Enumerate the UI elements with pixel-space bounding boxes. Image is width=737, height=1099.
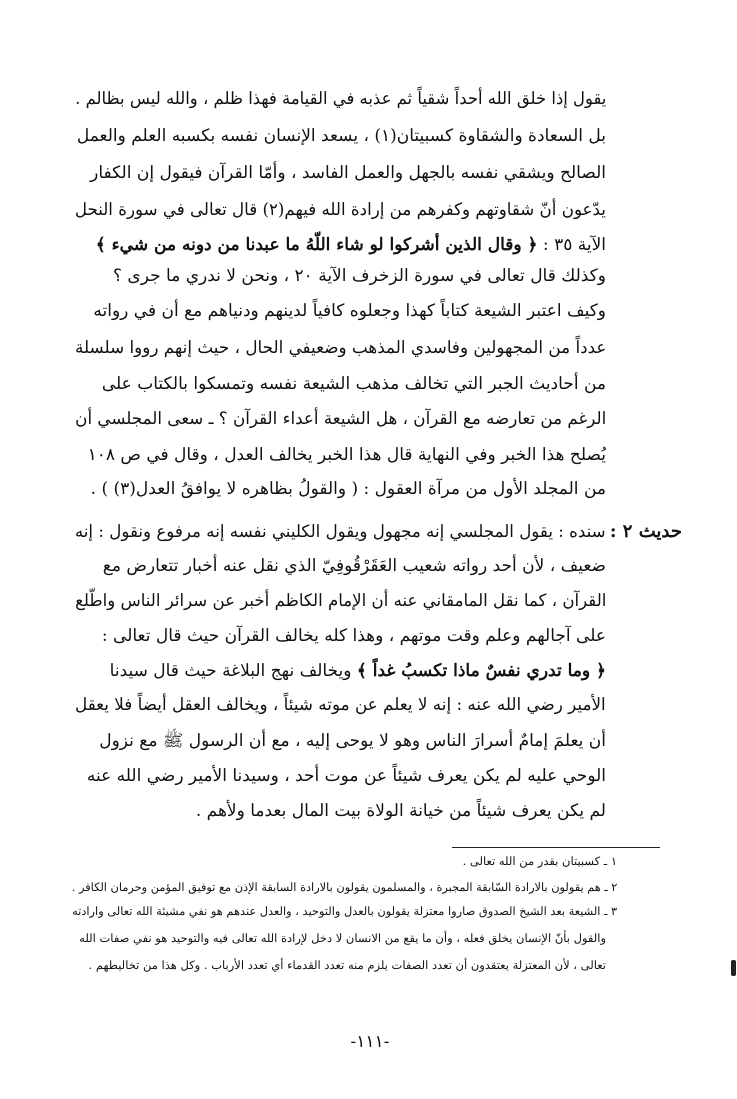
body-line: سنده : يقول المجلسي إنه مجهول ويقول الكليني نفسه إنه مرفوع ونقول : إنه (75, 522, 606, 542)
quran-verse: ﴿ وما تدري نفسٌ ماذا تكسبُ غداً ﴾ (356, 661, 606, 681)
body-line: على آجالهم وعلم وقت موتهم ، وهذا كله يخالف القرآن حيث قال تعالى : (101, 626, 606, 646)
body-line: يُصلح هذا الخبر وفي النهاية قال هذا الخبر يخالف العدل ، وقال في ص ١٠٨ (87, 445, 606, 465)
body-line: ضعيف ، لأن أحد رواته شعيب العَقَرْقُوفِيّ الذي نقل عنه أخبار تتعارض مع (102, 556, 606, 576)
footnote: ١ ـ كسبيتان بقدر من الله تعالى . (462, 854, 617, 868)
quran-verse: ﴿ وقال الذين أشركوا لو شاء اللّهُ ما عبدنا من دونه من شيء ﴾ (95, 235, 538, 255)
body-line: يدّعون أنّ شقاوتهم وكفرهم من إرادة الله فيهم(٢) قال تعالى في سورة النحل (74, 200, 606, 220)
body-line: عدداً من المجهولين وفاسدي المذهب وضعيفي الحال ، حيث إنهم رووا سلسلة (74, 338, 606, 358)
hadith-label: حديث ٢ : (609, 521, 682, 542)
verse-continuation: ويخالف نهج البلاغة حيث قال سيدنا (109, 661, 352, 681)
body-line: وكيف اعتبر الشيعة كتاباً كهذا وجعلوه كافياً لدينهم ودنياهم مع أن في رواته (93, 301, 606, 321)
footnote: ٣ ـ الشيعة بعد الشيخ الصدوق صاروا معتزلة يقولون بالعدل والتوحيد ، والعدل عندهم هو نفي مشيئة الله تعالى وارادته (71, 904, 617, 918)
body-line: من أحاديث الجبر التي تخالف مذهب الشيعة نفسه وتمسكوا بالكتاب على (101, 374, 606, 394)
page-number: -١١١- (350, 1032, 390, 1052)
footnote-continuation: والقول بأنّ الإنسان يخلق فعله ، وأن ما يقع من الانسان لا دخل لإرادة الله تعالى فيه والتوحيد هو نفي صفات الله (79, 931, 606, 945)
body-line: يقول إذا خلق الله أحداً شقياً ثم عذبه في القيامة فهذا ظلم ، والله ليس بظالم . (74, 89, 606, 109)
body-line: لم يكن يعرف شيئاً من خيانة الولاة بيت المال بعدما ولأهم . (195, 801, 606, 821)
body-line: بل السعادة والشقاوة كسبيتان(١) ، يسعد الإنسان نفسه بكسبه العلم والعمل (76, 126, 606, 146)
scan-edge-mark (731, 960, 736, 976)
footnote-divider (452, 847, 660, 848)
verse-ref: الآية ٣٥ : (542, 235, 606, 255)
body-line-verse (110, 660, 606, 682)
body-line: وكذلك قال تعالى في سورة الزخرف الآية ٢٠ ، ونحن لا ندري ما جرى ؟ (113, 266, 606, 286)
body-line: من المجلد الأول من مرآة العقول : ( والقولُ بظاهره لا يوافقُ العدل(٣) ) . (90, 479, 606, 499)
body-line: القرآن ، كما نقل المامقاني عنه أن الإمام الكاظم أخبر عن سرائر الناس واطّلع (74, 591, 606, 611)
body-line: أن يعلمَ إمامٌ أسرارَ الناس وهو لا يوحى إليه ، مع أن الرسول ﷺ مع نزول (99, 731, 606, 751)
body-line-verse (96, 234, 606, 256)
footnote: ٢ ـ هم يقولون بالارادة السّابقة المجبرة ، والمسلمون يقولون بالارادة السابقة الإذن مع توفيق المؤمن وحرمان الكافر . (71, 880, 617, 894)
footnote-continuation: تعالى ، لأن المعتزلة يعتقدون أن تعدد الصفات يلزم منه تعدد القدماء أي تعدد الأرباب . وكل هذا من تخاليطهم . (88, 958, 606, 972)
body-line: الأمير رضي الله عنه : إنه لا يعلم عن موته شيئاً ، ويخالف العقل أيضاً فلا يعقل (75, 695, 606, 715)
body-line: الرغم من تعارضه مع القرآن ، هل الشيعة أعداء القرآن ؟ ـ سعى المجلسي أن (74, 409, 606, 429)
body-line: الوحي عليه لم يكن يعرف شيئاً عن موت أحد ، وسيدنا الأمير رضي الله عنه (86, 766, 606, 786)
body-line: الصالح ويشقي نفسه بالجهل والعمل الفاسد ، وأمّا القرآن فيقول إن الكفار (90, 163, 606, 183)
